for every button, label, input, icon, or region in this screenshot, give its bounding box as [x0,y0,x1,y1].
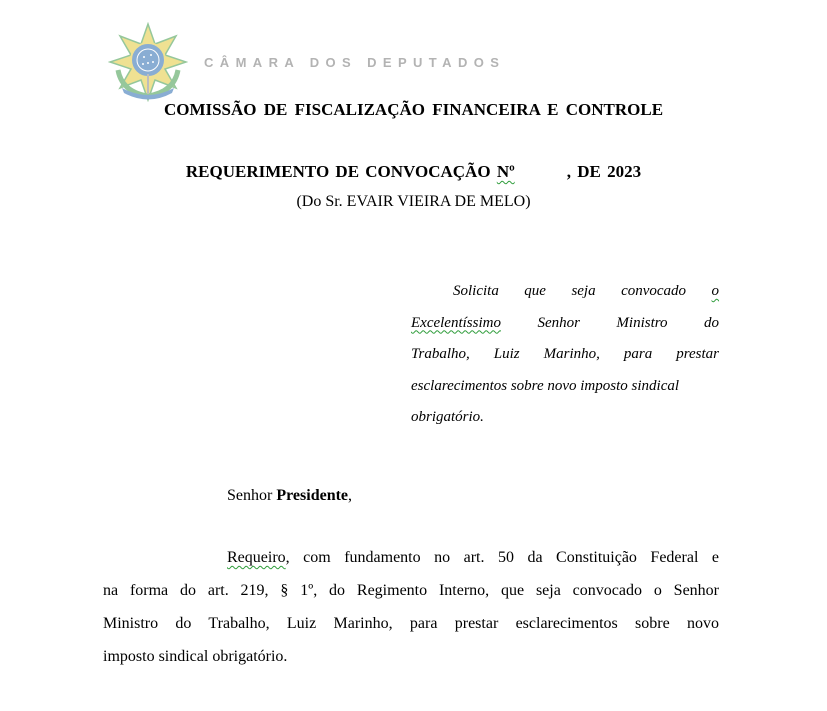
summary-line: Excelentíssimo Senhor Ministro do [411,314,720,331]
request-number-label: Nº [496,162,515,181]
summary-line: Solicita que seja convocado o [453,283,720,299]
greeting-title: Presidente [276,487,349,504]
summary-line: obrigatório. [411,409,484,425]
body-line: imposto sindical obrigatório. [103,648,288,665]
summary-line: esclarecimentos sobre novo imposto sindical [411,377,680,394]
body-line: Ministro do Trabalho, Luiz Marinho, para prestar esclarecimentos sobre novo [103,615,719,632]
request-year: , DE 2023 [566,162,642,181]
coat-of-arms-icon [108,22,188,102]
committee-title: COMISSÃO DE FISCALIZAÇÃO FINANCEIRA E CONTROLE [163,100,664,119]
request-title [0,162,827,182]
institution-name: CÂMARA DOS DEPUTADOS [204,55,506,70]
body-line: Requeiro, com fundamento no art. 50 da Constituição Federal e [227,549,719,566]
summary-block [411,276,719,434]
greeting: Senhor Presidente, [227,487,353,504]
summary-line: Trabalho, Luiz Marinho, para prestar [411,346,720,362]
request-author: (Do Sr. EVAIR VIEIRA DE MELO) [296,193,531,210]
request-title-text: REQUERIMENTO DE CONVOCAÇÃO [185,162,491,181]
body-line: na forma do art. 219, § 1º, do Regimento Interno, que seja convocado o Senhor [103,582,719,599]
request-body [103,541,719,673]
